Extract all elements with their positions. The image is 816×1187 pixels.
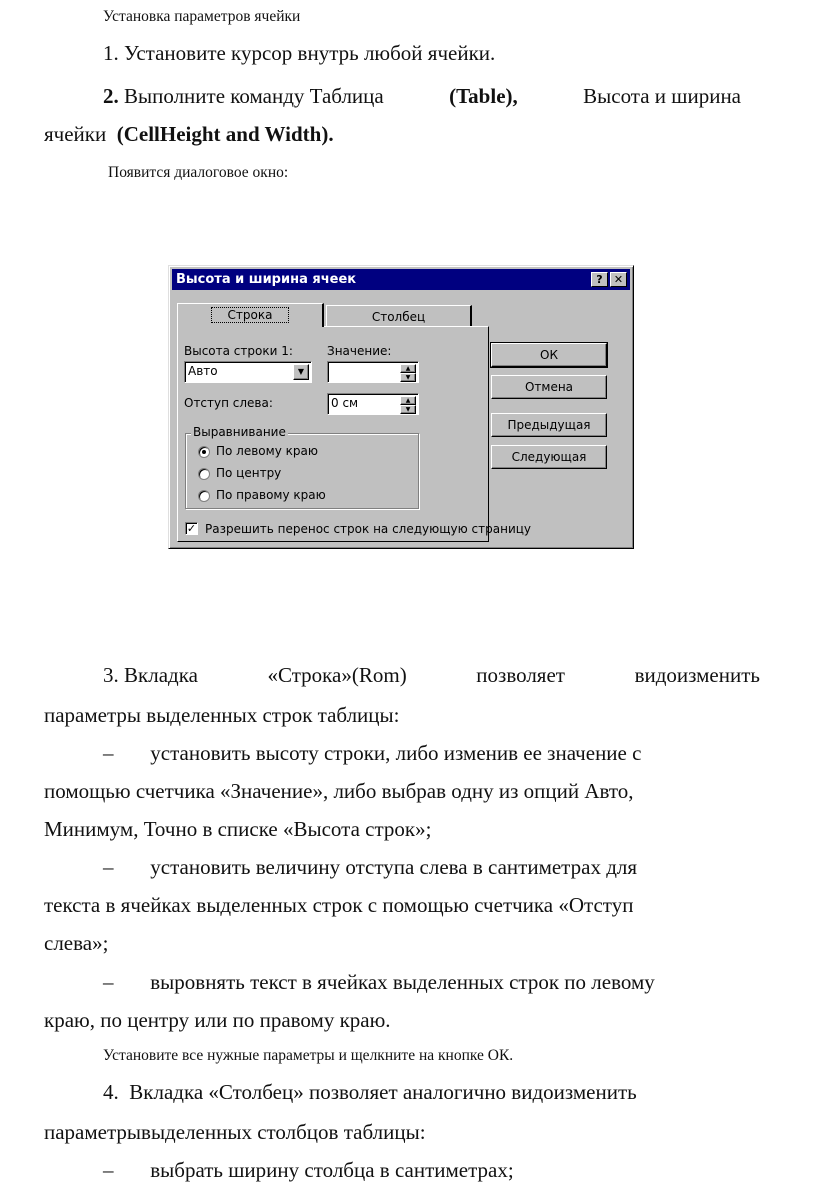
bullet-3-line-1: – выровнять текст в ячейках выделенных строк по левому (103, 970, 655, 994)
bullet-1-line-1: – установить высоту строки, либо изменив ее значение с (103, 741, 642, 765)
previous-button[interactable]: Предыдущая (491, 413, 607, 437)
row-height-select[interactable] (184, 361, 312, 383)
set-params-note: Установите все нужные параметры и щелкните на кнопке ОК. (103, 1047, 514, 1064)
tab-column-label: Столбец (371, 310, 426, 324)
step-3-word-1: 3. Вкладка (103, 663, 198, 687)
tab-row[interactable] (177, 303, 324, 327)
radio-align-right[interactable] (198, 490, 210, 502)
step-2-line-2 (44, 122, 334, 146)
tab-row-label: Строка (211, 307, 290, 323)
align-center-label: По центру (216, 466, 282, 480)
allow-break-checkbox[interactable]: ✓ (186, 522, 197, 535)
cell-height-width-dialog (168, 265, 634, 549)
tab-column[interactable] (326, 305, 472, 327)
step-2-number: 2. (103, 84, 119, 108)
dialog-intro: Появится диалоговое окно: (108, 164, 289, 181)
step-3-word-2: «Строка»(Rom) (267, 663, 407, 687)
chevron-down-icon[interactable]: ▼ (293, 364, 309, 380)
step-4-line-2: параметрывыделенных столбцов таблицы: (44, 1120, 426, 1144)
bullet-3-line-2: краю, по центру или по правому краю. (44, 1008, 391, 1032)
indent-spinner[interactable] (327, 393, 419, 415)
indent-spin-down-icon[interactable]: ▼ (400, 405, 416, 414)
radio-align-center[interactable] (198, 468, 210, 480)
bullet-4-line-1: – выбрать ширину столбца в сантиметрах; (103, 1158, 514, 1182)
ok-button[interactable]: ОК (491, 343, 607, 367)
alignment-legend: Выравнивание (193, 425, 286, 439)
step-3-line-2: параметры выделенных строк таблицы: (44, 703, 400, 727)
dialog-title: Высота и ширина ячеек (176, 272, 357, 287)
bullet-2-line-3: слева»; (44, 931, 109, 955)
value-label: Значение: (327, 344, 392, 358)
bullet-1-line-3: Минимум, Точно в списке «Высота строк»; (44, 817, 432, 841)
step-1: 1. Установите курсор внутрь любой ячейки. (103, 41, 496, 65)
cancel-button[interactable]: Отмена (491, 375, 607, 399)
value-spinner[interactable] (327, 361, 419, 383)
step-2-cell-word: ячейки (44, 122, 107, 146)
alignment-group (185, 425, 419, 509)
row-height-value: Авто (188, 364, 218, 378)
step-2-table: (Table), (449, 84, 518, 108)
step-4-line-1: 4. Вкладка «Столбец» позволяет аналогично видоизменить (103, 1080, 637, 1104)
allow-break-label: Разрешить перенос строк на следующую страницу (205, 522, 532, 536)
step-3-word-4: видоизменить (634, 663, 760, 687)
bullet-1-line-2: помощью счетчика «Значение», либо выбрав одну из опций Авто, (44, 779, 634, 803)
close-button[interactable]: ✕ (610, 272, 627, 287)
next-button[interactable]: Следующая (491, 445, 607, 469)
step-3-line-1 (103, 663, 760, 687)
spin-up-icon[interactable]: ▲ (400, 364, 416, 373)
bullet-2-line-1: – установить величину отступа слева в сантиметрах для (103, 855, 638, 879)
step-3-word-3: позволяет (476, 663, 565, 687)
indent-label: Отступ слева: (184, 396, 273, 410)
radio-align-left[interactable] (198, 446, 210, 458)
spin-down-icon[interactable]: ▼ (400, 373, 416, 382)
row-height-label: Высота строки 1: (184, 344, 293, 358)
section-header: Установка параметров ячейки (103, 8, 301, 25)
align-left-label: По левому краю (216, 444, 318, 458)
indent-spin-up-icon[interactable]: ▲ (400, 396, 416, 405)
step-2-cellheight: (CellHeight and Width). (116, 122, 334, 146)
step-2-text-2: Высота и ширина (583, 84, 741, 108)
align-right-label: По правому краю (216, 488, 326, 502)
step-2-text: Выполните команду Таблица (124, 84, 384, 108)
bullet-2-line-2: текста в ячейках выделенных строк с помощью счетчика «Отступ (44, 893, 634, 917)
help-button[interactable]: ? (591, 272, 608, 287)
dialog-titlebar (172, 269, 630, 290)
step-2-line-1 (103, 84, 741, 108)
indent-value: 0 см (331, 396, 359, 410)
